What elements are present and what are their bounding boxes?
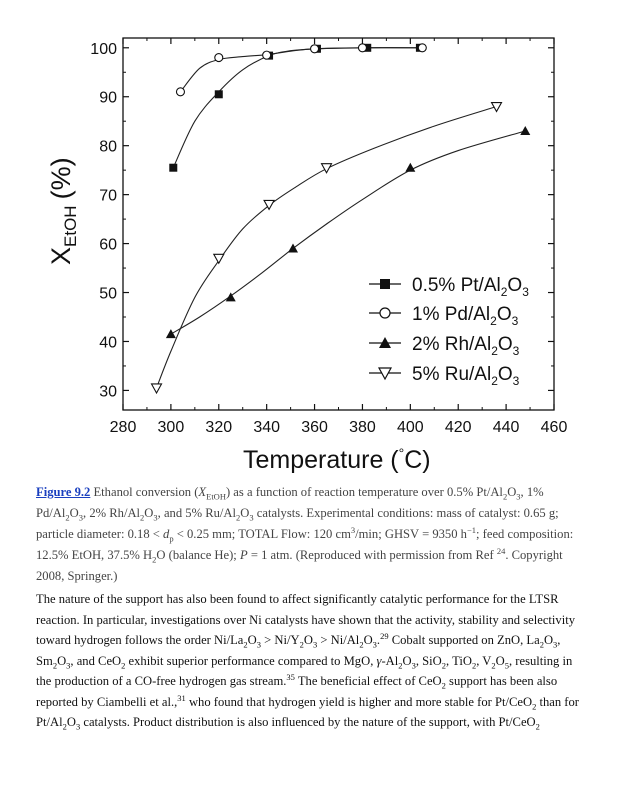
legend-marker-square bbox=[380, 279, 390, 289]
y-tick-label: 100 bbox=[90, 40, 117, 58]
y-tick-label: 70 bbox=[99, 187, 117, 205]
legend-item-pt bbox=[369, 275, 529, 299]
x-tick-label: 400 bbox=[396, 419, 424, 436]
data-point-rh bbox=[405, 163, 415, 172]
body-paragraph: The nature of the support has also been found to affect significantly catalytic performance for the LTSR reaction. In particular, investigations over Ni catalysts have shown that the activity, stability and selectivity toward hydrogen follows the order $Ni/La_2O_3 > Ni/Y_2O_3 > Ni/Al_2O_3.^{29}$ Cobalt supported on ZnO, $La_2O_3$, $Sm_2O_3$, and CeO$_2$ exhibit superior performance compared to MgO, $\gamma-Al_2O_3$, SiO$_2$, TiO$_2$, $V_2O_5$, resulting in the production of a CO-free hydrogen gas stream.$^{35}$ The beneficial effect of CeO$_2$ support has been also reported by Ciambelli et al.,$^{31}$ who found that hydrogen yield is higher and more stable for Pt/CeO$_2$ than for $Pt/Al_2O_3$ catalysts. Product distribution is also influenced by the nature of the support, with Pt/CeO$_2$ bbox=[36, 592, 579, 732]
y-tick-label: 40 bbox=[99, 334, 117, 352]
data-point-ru bbox=[152, 384, 162, 393]
data-point-pt bbox=[169, 164, 177, 172]
figure-link[interactable]: Figure 9.2 bbox=[36, 485, 91, 499]
data-point-pd bbox=[215, 54, 223, 62]
data-point-pd bbox=[311, 45, 319, 53]
x-tick-label: 280 bbox=[109, 419, 137, 436]
data-point-rh bbox=[288, 243, 298, 252]
x-tick-label: 360 bbox=[301, 419, 328, 436]
x-tick-label: 440 bbox=[492, 419, 520, 436]
x-tick-label: 320 bbox=[205, 419, 233, 436]
data-point-rh bbox=[166, 329, 176, 338]
chart-legend bbox=[369, 275, 529, 388]
figure-caption: Figure 9.2 Ethanol conversion $(X_{EtOH})$ as a function of reaction temperature over 0.5% $Pt/Al_2O_3$, 1% $Pd/Al_2O_3$, 2% $Rh/Al_2O_3$, and 5% $Ru/Al_2O_3$ catalysts. Experimental conditions: mass of catalyst: 0.65 g; particle diameter: $0.18 < d_p < 0.25$ mm; TOTAL Flow: 120 $cm^3/\min$; GHSV = 9350 $h^{-1}$; feed composition: 12.5% EtOH, 37.5% $H_2O$ (balance He); P = 1 atm. (Reproduced with permission from Ref $^{24}$. Copyright 2008, Springer.) bbox=[36, 485, 574, 583]
x-tick-label: 300 bbox=[157, 419, 185, 436]
data-point-rh bbox=[520, 126, 530, 135]
data-point-pd bbox=[418, 44, 426, 52]
series-line-pt bbox=[173, 48, 420, 168]
y-tick-label: 50 bbox=[99, 285, 117, 303]
x-axis-label: Temperature (°C) bbox=[243, 445, 431, 474]
legend-label-pt: 0.5% $Pt/Al_2O_3$ bbox=[412, 275, 529, 299]
legend-label-pd: 1% $Pd/Al_2O_3$ bbox=[412, 304, 519, 328]
data-point-pt bbox=[215, 90, 223, 98]
y-tick-label: 60 bbox=[99, 236, 117, 254]
legend-label-rh: 2% $Rh/Al_2O_3$ bbox=[412, 334, 520, 358]
y-axis-label: $X_{EtOH}(\%)$ bbox=[46, 157, 80, 265]
y-tick-label: 90 bbox=[99, 89, 117, 107]
data-point-ru bbox=[214, 254, 224, 263]
data-point-pd bbox=[358, 44, 366, 52]
x-tick-label: 460 bbox=[540, 419, 568, 436]
legend-item-ru bbox=[369, 364, 520, 388]
legend-label-ru: 5% $Ru/Al_2O_3$ bbox=[412, 364, 520, 388]
data-point-ru bbox=[492, 103, 502, 112]
legend-item-pd bbox=[369, 304, 519, 328]
data-point-ru bbox=[322, 164, 332, 173]
data-point-pd bbox=[263, 51, 271, 59]
x-tick-label: 420 bbox=[444, 419, 472, 436]
legend-item-rh bbox=[369, 334, 520, 358]
x-tick-label: 340 bbox=[253, 419, 281, 436]
y-tick-label: 30 bbox=[99, 383, 117, 401]
y-tick-label: 80 bbox=[99, 138, 117, 156]
x-tick-label: 380 bbox=[349, 419, 376, 436]
legend-marker-circle bbox=[380, 308, 390, 318]
data-point-pd bbox=[176, 88, 184, 96]
